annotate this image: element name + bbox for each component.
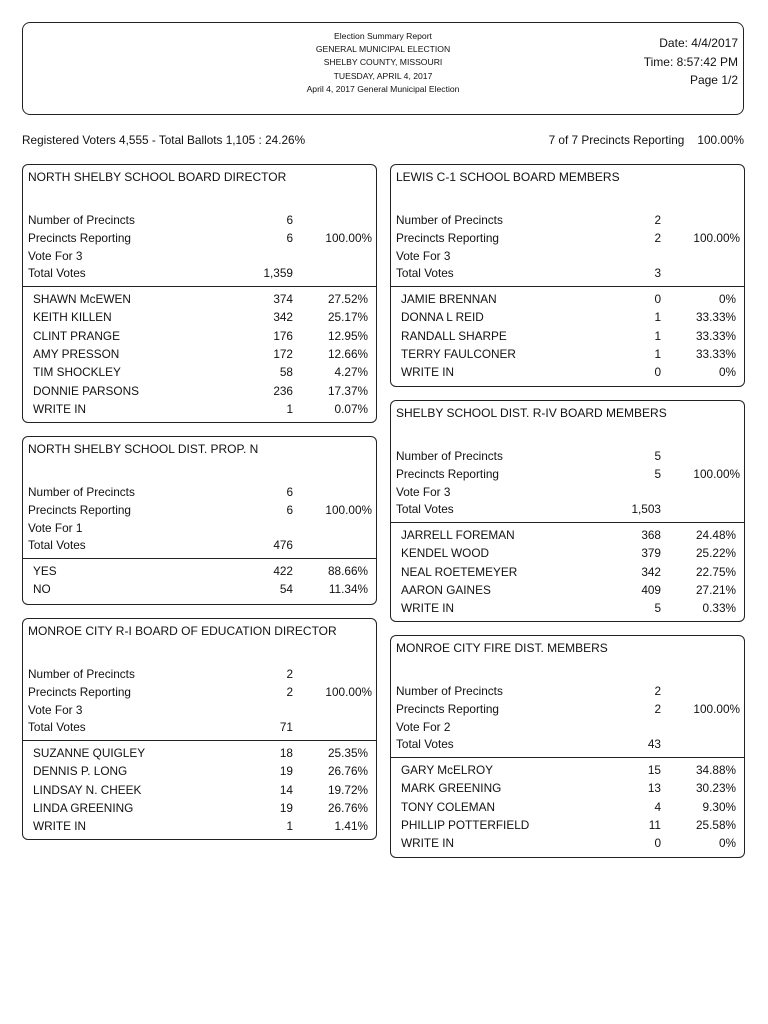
candidate-name: TIM SHOCKLEY	[33, 365, 121, 380]
num-precincts-row	[391, 447, 744, 465]
race-title: NORTH SHELBY SCHOOL BOARD DIRECTOR	[28, 170, 287, 184]
candidate-row	[391, 816, 744, 834]
candidate-votes: 19	[279, 764, 293, 779]
total-votes-row	[23, 718, 376, 736]
candidate-votes: 0	[654, 836, 661, 851]
candidate-name: LINDSAY N. CHEEK	[33, 782, 142, 797]
candidate-pct: 27.52%	[327, 292, 368, 306]
candidate-pct: 17.37%	[327, 383, 368, 398]
county-name: SHELBY COUNTY, MISSOURI	[323, 57, 443, 68]
precincts-reporting-pct: 100.00%	[325, 231, 372, 245]
precincts-reporting-value: 5	[654, 467, 661, 481]
candidate-name: SUZANNE QUIGLEY	[33, 746, 146, 760]
candidate-name: TERRY FAULCONER	[401, 346, 516, 361]
candidate-votes: 374	[273, 292, 293, 306]
candidate-name: PHILLIP POTTERFIELD	[401, 817, 530, 832]
precincts-reporting-row	[23, 501, 376, 519]
divider	[23, 740, 376, 741]
candidate-pct: 9.30%	[702, 799, 736, 814]
race-title: SHELBY SCHOOL DIST. R-IV BOARD MEMBERS	[396, 406, 667, 420]
race-monroe-city-fire-dist	[390, 635, 745, 858]
candidate-votes: 379	[641, 546, 661, 561]
candidate-row	[391, 563, 744, 581]
candidate-name: NEAL ROETEMEYER	[401, 564, 518, 579]
precincts-reporting-row	[391, 229, 744, 247]
divider	[391, 286, 744, 287]
total-votes-value: 1,359	[263, 266, 293, 280]
num-precincts-row	[391, 211, 744, 229]
candidate-votes: 172	[273, 346, 293, 361]
candidate-votes: 422	[273, 564, 293, 578]
candidate-pct: 33.33%	[695, 310, 736, 325]
candidate-pct: 0.33%	[702, 601, 736, 616]
candidate-row	[23, 382, 376, 400]
vote-for: Vote For 1	[28, 521, 83, 535]
candidate-row	[391, 526, 744, 544]
report-time: Time: 8:57:42 PM	[643, 54, 738, 69]
candidate-pct: 22.75%	[695, 564, 736, 579]
divider	[391, 757, 744, 758]
candidate-pct: 4.27%	[334, 365, 368, 380]
candidate-name: WRITE IN	[401, 836, 455, 851]
candidate-votes: 54	[279, 582, 293, 597]
candidate-name: KENDEL WOOD	[401, 546, 490, 561]
race-title: LEWIS C-1 SCHOOL BOARD MEMBERS	[396, 170, 620, 184]
precincts-reporting-value: 6	[286, 231, 293, 245]
candidate-row	[391, 599, 744, 617]
precincts-reporting-pct: 100.00%	[325, 503, 372, 517]
total-votes-value: 71	[279, 720, 293, 734]
candidate-row	[391, 798, 744, 816]
race-title: NORTH SHELBY SCHOOL DIST. PROP. N	[28, 442, 259, 456]
candidate-name: CLINT PRANGE	[33, 328, 120, 343]
candidate-row	[23, 308, 376, 326]
candidate-votes: 0	[654, 365, 661, 380]
candidate-row	[23, 817, 376, 835]
candidate-row	[391, 834, 744, 852]
total-votes-value: 1,503	[631, 502, 661, 516]
candidate-name: YES	[33, 564, 57, 578]
candidate-votes: 1	[654, 346, 661, 361]
total-votes-label: Total Votes	[396, 737, 454, 751]
candidate-pct: 0.07%	[334, 401, 368, 416]
total-votes-row	[23, 536, 376, 554]
num-precincts-value: 6	[286, 485, 293, 499]
header-meta	[644, 34, 738, 90]
total-votes-row	[391, 735, 744, 753]
candidate-name: TONY COLEMAN	[401, 799, 495, 814]
candidate-name: WRITE IN	[33, 401, 87, 416]
divider	[391, 522, 744, 523]
vote-for: Vote For 3	[396, 485, 451, 499]
num-precincts-label: Number of Precincts	[396, 684, 503, 698]
candidate-votes: 236	[273, 383, 293, 398]
num-precincts-row	[23, 483, 376, 501]
candidate-row	[23, 762, 376, 780]
candidate-pct: 1.41%	[334, 819, 368, 834]
precincts-reporting-label: Precincts Reporting	[396, 231, 499, 245]
candidate-votes: 368	[641, 528, 661, 542]
report-header	[22, 22, 744, 115]
candidate-pct: 33.33%	[695, 346, 736, 361]
candidate-votes: 14	[279, 782, 293, 797]
candidate-row	[391, 308, 744, 326]
candidate-name: MARK GREENING	[401, 781, 502, 796]
total-votes-label: Total Votes	[28, 538, 86, 552]
candidate-name: DONNIE PARSONS	[33, 383, 139, 398]
race-north-shelby-school-board-director	[22, 164, 377, 423]
candidate-votes: 1	[286, 819, 293, 834]
election-name: April 4, 2017 General Municipal Election	[306, 83, 460, 94]
candidate-votes: 176	[273, 328, 293, 343]
candidate-name: RANDALL SHARPE	[401, 328, 507, 343]
num-precincts-label: Number of Precincts	[396, 449, 503, 463]
candidate-name: AMY PRESSON	[33, 346, 120, 361]
page-number: Page 1/2	[689, 73, 738, 87]
candidate-pct: 88.66%	[327, 564, 368, 578]
candidate-pct: 25.22%	[695, 546, 736, 561]
candidate-votes: 1	[654, 310, 661, 325]
candidate-votes: 19	[279, 800, 293, 815]
candidate-votes: 13	[647, 781, 661, 796]
candidate-pct: 12.95%	[327, 328, 368, 343]
candidate-name: SHAWN McEWEN	[33, 292, 131, 306]
header-title-block	[23, 30, 743, 96]
precincts-reporting-row	[23, 683, 376, 701]
candidate-row	[391, 544, 744, 562]
candidate-votes: 409	[641, 582, 661, 597]
num-precincts-value: 6	[286, 213, 293, 227]
num-precincts-row	[23, 211, 376, 229]
total-votes-label: Total Votes	[396, 502, 454, 516]
candidate-votes: 4	[654, 799, 661, 814]
total-votes-label: Total Votes	[28, 266, 86, 280]
precincts-reporting-pct: 100.00%	[693, 467, 740, 481]
candidate-pct: 11.34%	[328, 582, 368, 597]
precincts-reporting-pct: 100.00%	[325, 685, 372, 699]
candidate-pct: 26.76%	[327, 800, 368, 815]
candidate-pct: 0%	[718, 836, 736, 851]
candidate-row	[391, 345, 744, 363]
race-north-shelby-prop-n	[22, 436, 377, 605]
candidate-votes: 5	[654, 601, 661, 616]
vote-for: Vote For 2	[396, 720, 451, 734]
vote-for-row	[23, 701, 376, 719]
candidate-row	[23, 363, 376, 381]
candidate-row	[23, 400, 376, 418]
precincts-reporting-summary: 7 of 7 Precincts Reporting 100.00%	[548, 133, 744, 147]
total-votes-row	[391, 264, 744, 282]
report-date: Date: 4/4/2017	[659, 36, 738, 50]
candidate-votes: 342	[273, 310, 293, 325]
candidate-name: DONNA L REID	[401, 310, 484, 325]
candidate-pct: 25.17%	[327, 310, 368, 325]
candidate-row	[23, 580, 376, 598]
candidate-pct: 12.66%	[327, 346, 368, 361]
candidate-pct: 27.21%	[695, 582, 736, 597]
vote-for-row	[391, 718, 744, 736]
vote-for: Vote For 3	[28, 249, 83, 263]
candidate-name: JARRELL FOREMAN	[401, 528, 515, 542]
precincts-reporting-label: Precincts Reporting	[28, 503, 131, 517]
candidate-pct: 0%	[718, 292, 736, 306]
total-votes-value: 3	[654, 266, 661, 280]
vote-for-row	[23, 519, 376, 537]
vote-for-row	[391, 247, 744, 265]
candidate-name: DENNIS P. LONG	[33, 764, 128, 779]
precincts-reporting-row	[391, 700, 744, 718]
total-votes-value: 43	[647, 737, 661, 751]
vote-for: Vote For 3	[396, 249, 451, 263]
candidate-pct: 19.72%	[327, 782, 368, 797]
candidate-votes: 342	[641, 564, 661, 579]
race-shelby-riv-board	[390, 400, 745, 622]
total-votes-label: Total Votes	[396, 266, 454, 280]
vote-for-row	[391, 483, 744, 501]
precincts-reporting-value: 2	[654, 702, 661, 716]
total-votes-label: Total Votes	[28, 720, 86, 734]
candidate-votes: 58	[279, 365, 293, 380]
candidate-name: KEITH KILLEN	[33, 310, 112, 325]
candidate-votes: 11	[648, 817, 661, 832]
candidate-votes: 1	[654, 328, 661, 343]
precincts-reporting-label: Precincts Reporting	[396, 467, 499, 481]
candidate-pct: 0%	[718, 365, 736, 380]
candidate-pct: 30.23%	[695, 781, 736, 796]
precincts-reporting-pct: 100.00%	[693, 231, 740, 245]
candidate-votes: 1	[286, 401, 293, 416]
race-lewis-c1-board	[390, 164, 745, 387]
precincts-reporting-label: Precincts Reporting	[28, 231, 131, 245]
num-precincts-row	[23, 665, 376, 683]
candidate-name: LINDA GREENING	[33, 800, 134, 815]
num-precincts-value: 2	[654, 684, 661, 698]
candidate-votes: 15	[647, 763, 661, 777]
candidate-row	[391, 290, 744, 308]
candidate-name: AARON GAINES	[401, 582, 491, 597]
candidate-name: JAMIE BRENNAN	[401, 292, 497, 306]
num-precincts-label: Number of Precincts	[28, 213, 135, 227]
candidate-row	[23, 345, 376, 363]
num-precincts-value: 2	[286, 667, 293, 681]
precincts-reporting-label: Precincts Reporting	[396, 702, 499, 716]
total-votes-row	[23, 264, 376, 282]
candidate-name: NO	[33, 582, 51, 597]
total-votes-row	[391, 500, 744, 518]
num-precincts-label: Number of Precincts	[28, 667, 135, 681]
candidate-row	[23, 744, 376, 762]
precincts-reporting-row	[391, 465, 744, 483]
vote-for-row	[23, 247, 376, 265]
precincts-reporting-label: Precincts Reporting	[28, 685, 131, 699]
candidate-row	[23, 327, 376, 345]
candidate-pct: 25.58%	[695, 817, 736, 832]
candidate-name: WRITE IN	[401, 365, 455, 380]
candidate-name: GARY McELROY	[401, 763, 494, 777]
vote-for: Vote For 3	[28, 703, 83, 717]
candidate-pct: 25.35%	[327, 746, 368, 760]
candidate-row	[23, 781, 376, 799]
registered-voters-summary: Registered Voters 4,555 - Total Ballots 1,105 : 24.26%	[22, 133, 306, 147]
race-title: MONROE CITY FIRE DIST. MEMBERS	[396, 641, 608, 655]
candidate-row	[391, 327, 744, 345]
candidate-row	[391, 779, 744, 797]
candidate-row	[391, 581, 744, 599]
num-precincts-row	[391, 682, 744, 700]
candidate-pct: 26.76%	[327, 764, 368, 779]
candidate-pct: 34.88%	[695, 763, 736, 777]
candidate-row	[391, 363, 744, 381]
num-precincts-label: Number of Precincts	[28, 485, 135, 499]
race-title: MONROE CITY R-I BOARD OF EDUCATION DIRECTOR	[28, 624, 337, 638]
total-votes-value: 476	[273, 538, 293, 552]
candidate-votes: 18	[279, 746, 293, 760]
candidate-name: WRITE IN	[33, 819, 87, 834]
candidate-row	[391, 761, 744, 779]
candidate-row	[23, 290, 376, 308]
race-monroe-city-ri-board	[22, 618, 377, 840]
num-precincts-label: Number of Precincts	[396, 213, 503, 227]
candidate-pct: 33.33%	[695, 328, 736, 343]
precincts-reporting-row	[23, 229, 376, 247]
precincts-reporting-value: 2	[654, 231, 661, 245]
election-type: GENERAL MUNICIPAL ELECTION	[315, 44, 451, 55]
precincts-reporting-pct: 100.00%	[693, 702, 740, 716]
report-title: Election Summary Report	[334, 31, 432, 41]
divider	[23, 286, 376, 287]
divider	[23, 558, 376, 559]
candidate-row	[23, 562, 376, 580]
precincts-reporting-value: 6	[286, 503, 293, 517]
num-precincts-value: 5	[654, 449, 661, 463]
candidate-pct: 24.48%	[695, 528, 736, 542]
candidate-name: WRITE IN	[401, 601, 455, 616]
candidate-votes: 0	[654, 292, 661, 306]
candidate-row	[23, 799, 376, 817]
election-day: TUESDAY, APRIL 4, 2017	[333, 70, 433, 81]
num-precincts-value: 2	[654, 213, 661, 227]
precincts-reporting-value: 2	[286, 685, 293, 699]
